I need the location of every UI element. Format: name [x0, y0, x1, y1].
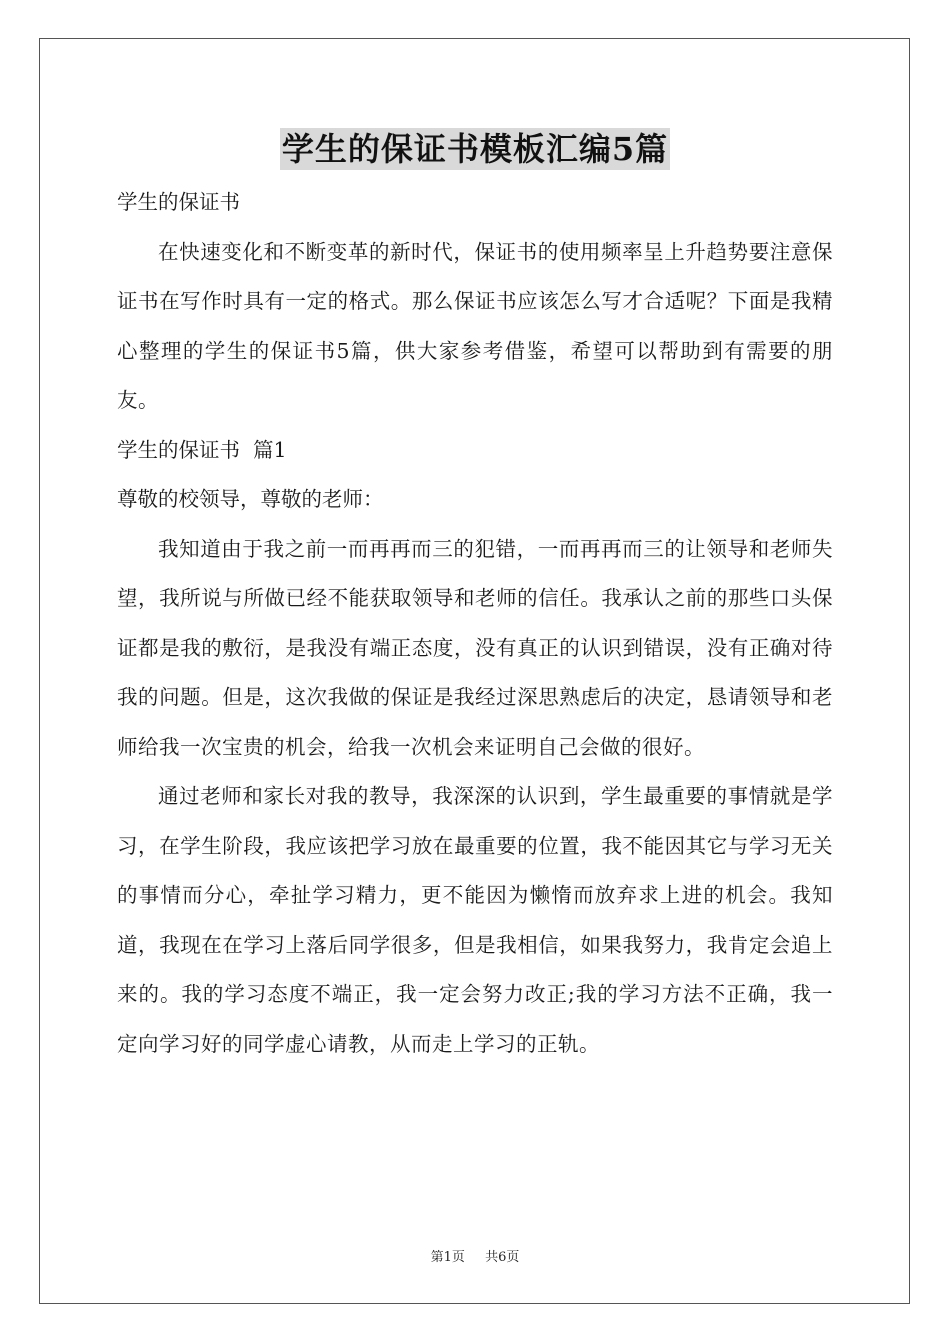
page-number: 第1页 — [430, 1250, 465, 1265]
page-total: 共6页 — [485, 1250, 520, 1265]
body-paragraph-2: 通过老师和家长对我的教导，我深深的认识到，学生最重要的事情就是学习，在学生阶段，我应该把学习放在最重要的位置，我不能因其它与学习无关的事情而分心，牵扯学习精力，更不能因为懒惰而放弃求上进的机会。我知道，我现在在学习上落后同学很多，但是我相信，如果我努力，我肯定会追上来的。我的学习态度不端正，我一定会努力改正;我的学习方法不正确，我一定向学习好的同学虚心请教，从而走上学习的正轨。 — [117, 784, 833, 1056]
document-title: 学生的保证书模板汇编5篇 — [281, 130, 669, 168]
intro-paragraph: 在快速变化和不断变革的新时代，保证书的使用频率呈上升趋势要注意保证书在写作时具有一定的格式。那么保证书应该怎么写才合适呢？下面是我精心整理的学生的保证书5篇，供大家参考借鉴，希望可以帮助到有需要的朋友。 — [117, 239, 833, 412]
subtitle: 学生的保证书 — [117, 190, 240, 214]
body-paragraph-1: 我知道由于我之前一而再再而三的犯错，一而再再而三的让领导和老师失望，我所说与所做已经不能获取领导和老师的信任。我承认之前的那些口头保证都是我的敷衍，是我没有端正态度，没有真正的认识到错误，没有正确对待我的问题。但是，这次我做的保证是我经过深思熟虑后的决定，恳请领导和老师给我一次宝贵的机会，给我一次机会来证明自己会做的很好。 — [117, 536, 833, 759]
page-footer — [0, 1246, 950, 1265]
salutation: 尊敬的校领导，尊敬的老师： — [117, 487, 384, 511]
title-container — [0, 128, 950, 170]
section-heading: 学生的保证书 篇1 — [117, 437, 287, 462]
document-body — [117, 178, 833, 1069]
